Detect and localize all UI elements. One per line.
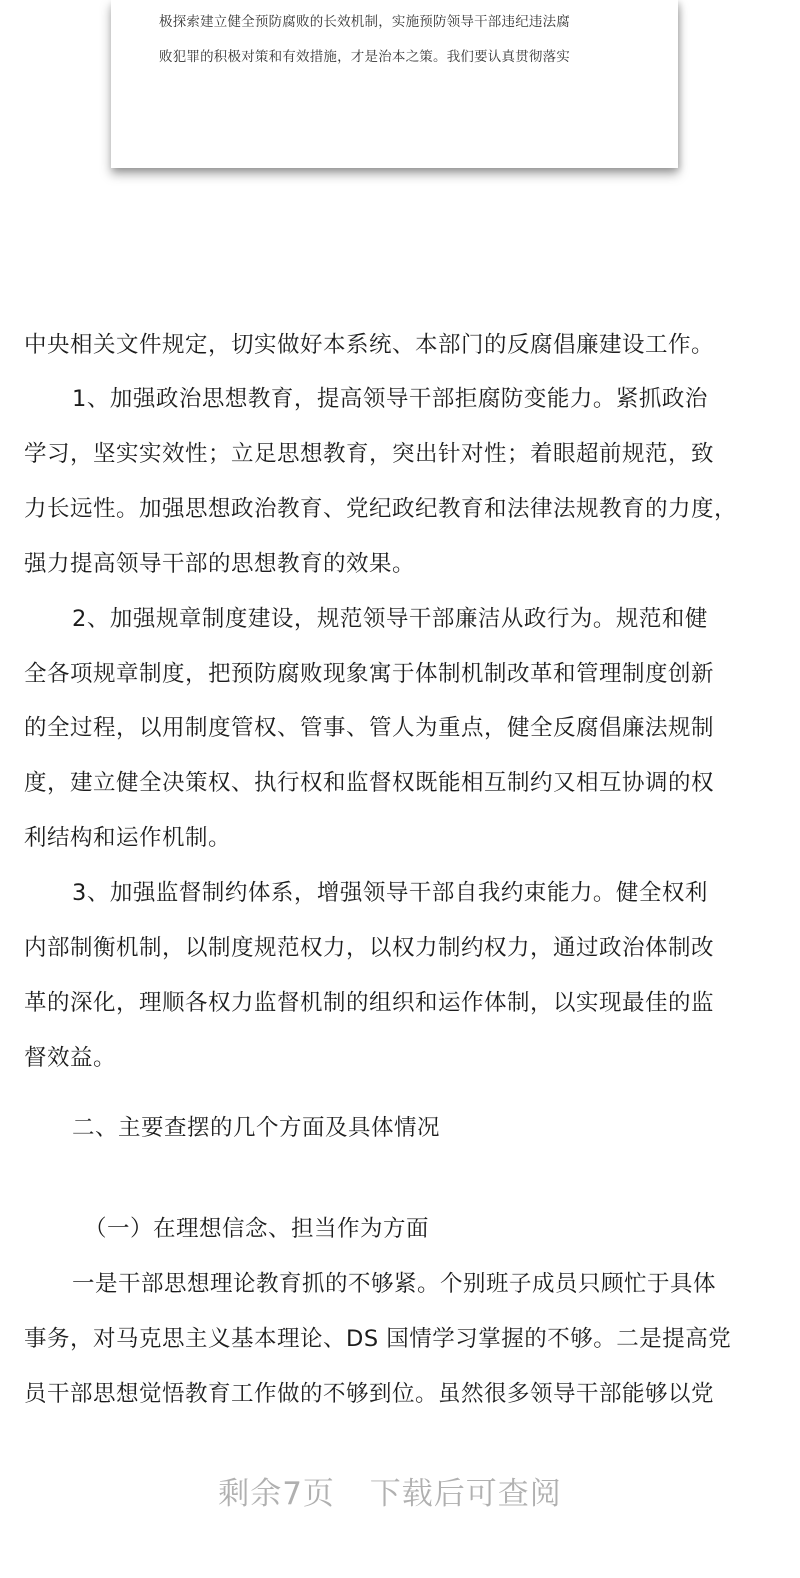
paragraph-line: 一是干部思想理论教育抓的不够紧。个别班子成员只顾忙于具体: [72, 1271, 717, 1297]
paragraph-line: 度，建立健全决策权、执行权和监督权既能相互制约又相互协调的权: [24, 770, 715, 796]
download-to-view-label: 下载后可查阅: [369, 1476, 562, 1512]
subsection-heading: （一）在理想信念、担当作为方面: [84, 1216, 430, 1242]
paragraph-line: 强力提高领导干部的思想教育的效果。: [24, 551, 416, 577]
paragraph-line: 员干部思想觉悟教育工作做的不够到位。虽然很多领导干部能够以党: [24, 1381, 715, 1407]
paragraph-line: 2、加强规章制度建设，规范领导干部廉洁从政行为。规范和健: [72, 606, 708, 632]
download-prompt[interactable]: [0, 1468, 780, 1513]
paragraph-line: 的全过程，以用制度管权、管事、管人为重点，健全反腐倡廉法规制: [24, 715, 715, 741]
paragraph-line: 中央相关文件规定，切实做好本系统、本部门的反腐倡廉建设工作。: [24, 332, 715, 358]
paragraph-line: 力长远性。加强思想政治教育、党纪政纪教育和法律法规教育的力度，: [24, 496, 738, 522]
document-preview-card: [111, 0, 678, 168]
paragraph-line: 学习，坚实实效性；立足思想教育，突出针对性；着眼超前规范，致: [24, 441, 715, 467]
remaining-pages-label: 剩余7页: [218, 1476, 335, 1512]
paragraph-line: 革的深化，理顺各权力监督机制的组织和运作体制，以实现最佳的监: [24, 990, 715, 1016]
paragraph-line: 事务，对马克思主义基本理论、DS 国情学习掌握的不够。二是提高党: [24, 1326, 732, 1352]
paragraph-line: 全各项规章制度，把预防腐败现象寓于体制机制改革和管理制度创新: [24, 661, 715, 687]
preview-line: 败犯罪的积极对策和有效措施，才是治本之策。我们要认真贯彻落实: [159, 49, 570, 65]
paragraph-line: 1、加强政治思想教育，提高领导干部拒腐防变能力。紧抓政治: [72, 386, 708, 412]
section-heading: 二、主要查摆的几个方面及具体情况: [72, 1115, 441, 1141]
paragraph-line: 内部制衡机制，以制度规范权力，以权力制约权力，通过政治体制改: [24, 935, 715, 961]
paragraph-line: 3、加强监督制约体系，增强领导干部自我约束能力。健全权利: [72, 880, 708, 906]
paragraph-line: 督效益。: [24, 1045, 117, 1071]
preview-line: 极探索建立健全预防腐败的长效机制，实施预防领导干部违纪违法腐: [159, 14, 570, 30]
paragraph-line: 利结构和运作机制。: [24, 825, 232, 851]
